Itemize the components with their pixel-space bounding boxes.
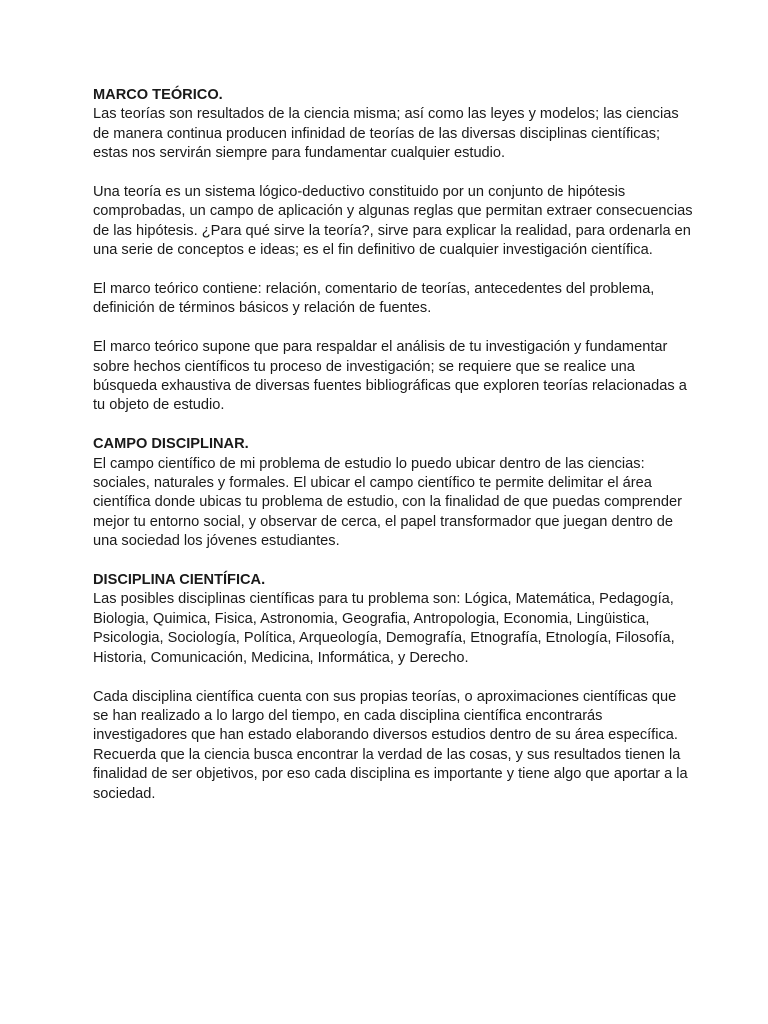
document-page (93, 86, 693, 804)
paragraph-block (93, 338, 693, 416)
paragraph: El marco teórico supone que para respaldar el análisis de tu investigación y fundamentar sobre hechos científicos tu proceso de investigación; se requiere que se realice una búsqueda exhaustiva de diversas fuentes bibliográficas que exploren teorías relacionadas a tu objeto de estudio. (93, 339, 687, 414)
paragraph-block (93, 688, 693, 804)
paragraph: Las posibles disciplinas científicas para tu problema son: Lógica, Matemática, Pedagogía, Biologia, Quimica, Fisica, Astronomia, Geografia, Antropologia, Economia, Lingüistica, Psicologia, Sociología, Política, Arqueología, Demografía, Etnografía, Etnología, Filosofía, Historia, Comunicación, Medicina, Informática, y Derecho. (93, 591, 675, 666)
paragraph: El campo científico de mi problema de estudio lo puedo ubicar dentro de las ciencias: sociales, naturales y formales. El ubicar el campo científico te permite delimitar el área científica donde ubicas tu problema de estudio, con la finalidad de que puedas comprender mejor tu entorno social, y observar de cerca, el papel transformador que juegan dentro de una sociedad los jóvenes estudiantes. (93, 455, 683, 550)
paragraph-block (93, 280, 693, 319)
section-marco-teorico (93, 86, 693, 164)
paragraph: El marco teórico contiene: relación, comentario de teorías, antecedentes del problema, definición de términos básicos y relación de fuentes. (93, 281, 655, 317)
section-disciplina-cientifica (93, 571, 693, 668)
paragraph: Cada disciplina científica cuenta con sus propias teorías, o aproximaciones científicas que se han realizado a lo largo del tiempo, en cada disciplina científica encontrarás investigadores que han estado elaborando diversos estudios dentro de su área específica. (93, 688, 678, 744)
paragraph: Una teoría es un sistema lógico-deductivo constituido por un conjunto de hipótesis comprobadas, un campo de aplicación y algunas reglas que permitan extraer consecuencias de las hipótesis. ¿Para qué sirve la teoría?, sirve para explicar la realidad, para ordenarla en una serie de conceptos e ideas; es el fin definitivo de cualquier investigación científica. (93, 184, 693, 259)
heading-disciplina-cientifica: DISCIPLINA CIENTÍFICA. (93, 572, 266, 589)
paragraph: Recuerda que la ciencia busca encontrar la verdad de las cosas, y sus resultados tienen la finalidad de ser objetivos, por eso cada disciplina es importante y tiene algo que aportar a la sociedad. (93, 746, 688, 802)
heading-marco-teorico: MARCO TEÓRICO. (93, 87, 223, 103)
paragraph-block (93, 183, 693, 261)
section-campo-disciplinar (93, 435, 693, 551)
paragraph: Las teorías son resultados de la ciencia misma; así como las leyes y modelos; las ciencias de manera continua producen infinidad de teorías de las diversas disciplinas científicas; estas nos servirán siempre para fundamentar cualquier estudio. (93, 106, 679, 162)
heading-campo-disciplinar: CAMPO DISCIPLINAR. (93, 436, 249, 453)
